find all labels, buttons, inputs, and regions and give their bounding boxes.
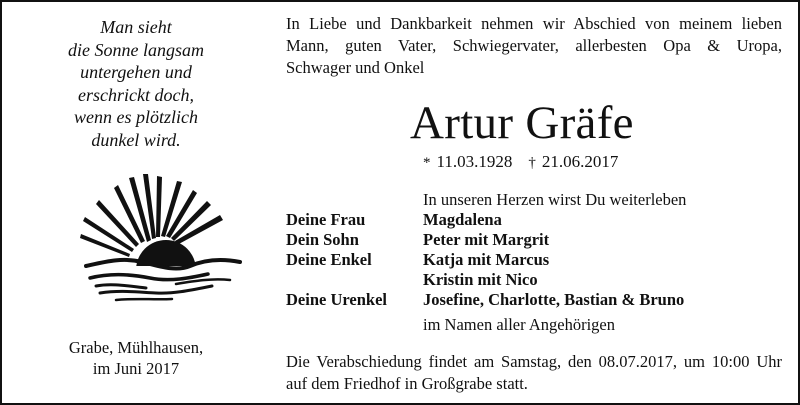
- birth-symbol: *: [423, 155, 431, 171]
- relation-label: Deine Urenkel: [286, 290, 387, 309]
- relatives-list: [286, 210, 786, 310]
- poem: [2, 16, 270, 151]
- service-line: Die Verabschiedung findet am Samstag, den 08.07.2017, um 10:00 Uhr: [286, 352, 782, 371]
- death-date: 21.06.2017: [541, 152, 619, 171]
- relative-names: Peter mit Margrit: [423, 230, 550, 249]
- poem-line: Man sieht: [100, 17, 172, 37]
- poem-line: dunkel wird.: [91, 129, 181, 150]
- relative-row: [286, 210, 786, 230]
- relative-row: [286, 250, 786, 270]
- poem-line: erschrickt doch,: [78, 84, 194, 105]
- relative-row: [286, 290, 786, 310]
- relative-names: Magdalena: [423, 210, 502, 229]
- intro-text: [286, 13, 782, 79]
- relation-label: Deine Enkel: [286, 250, 372, 269]
- life-dates: [423, 152, 618, 172]
- death-symbol: †: [528, 155, 536, 171]
- closing-line: im Namen aller Angehörigen: [423, 315, 615, 334]
- remembrance-line: In unseren Herzen wirst Du weiterleben: [423, 190, 687, 209]
- deceased-name: Artur Gräfe: [410, 97, 634, 149]
- service-line: auf dem Friedhof in Großgrabe statt.: [286, 374, 528, 393]
- relation-label: Dein Sohn: [286, 230, 359, 249]
- poem-line: die Sonne langsam: [68, 39, 204, 60]
- intro-line: Schwager und Onkel: [286, 58, 425, 77]
- intro-line: Mann, guten Vater, Schwiegervater, allerbesten Opa & Uropa,: [286, 36, 782, 55]
- poem-line: untergehen und: [80, 62, 192, 82]
- place-and-date: [2, 337, 270, 379]
- left-column: [2, 2, 270, 403]
- relative-names: Kristin mit Nico: [423, 270, 538, 289]
- intro-line: In Liebe und Dankbarkeit nehmen wir Abschied von meinem lieben: [286, 14, 782, 33]
- sunset-illustration: [80, 174, 244, 306]
- right-column: [286, 2, 786, 403]
- birth-date: 11.03.1928: [436, 152, 513, 171]
- place-line: Grabe, Mühlhausen,: [68, 338, 204, 357]
- poem-line: wenn es plötzlich: [74, 107, 198, 127]
- relative-row: [286, 270, 786, 290]
- service-info: [286, 351, 782, 395]
- relative-names: Josefine, Charlotte, Bastian & Bruno: [423, 290, 685, 309]
- relative-row: [286, 230, 786, 250]
- relation-label: Deine Frau: [286, 210, 366, 229]
- relative-names: Katja mit Marcus: [423, 250, 550, 269]
- date-line: im Juni 2017: [92, 359, 180, 378]
